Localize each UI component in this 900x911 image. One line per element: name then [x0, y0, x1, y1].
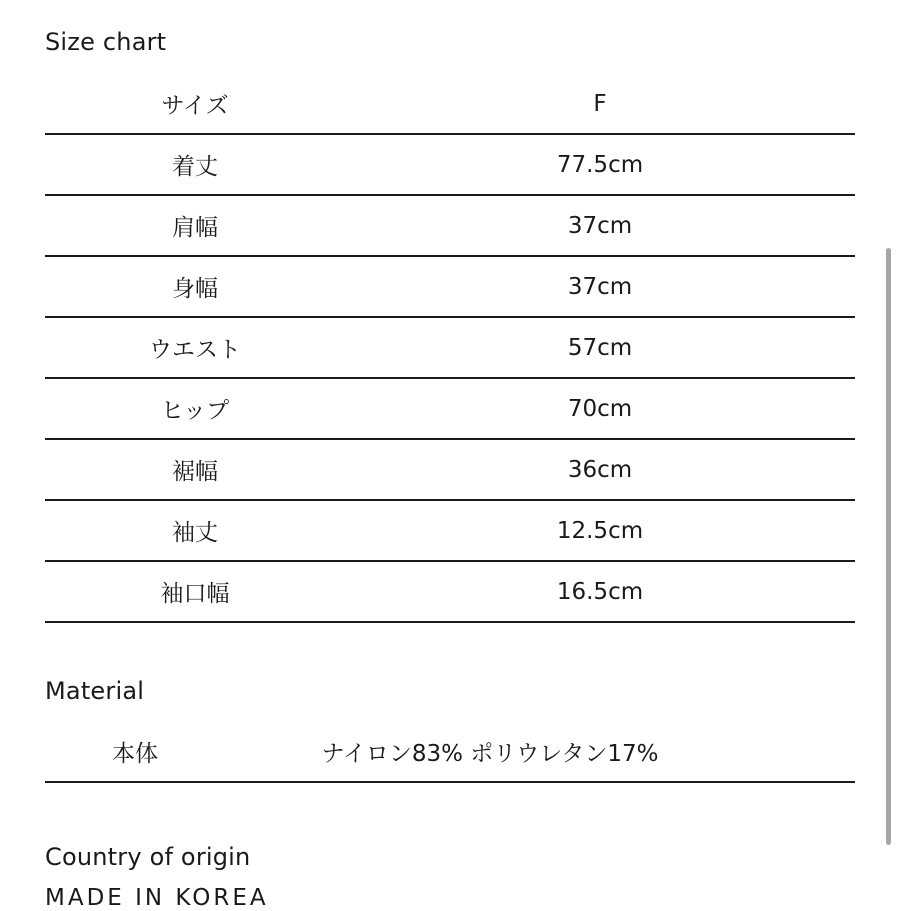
table-row — [45, 379, 855, 440]
table-row — [45, 562, 855, 623]
size-row-value: 77.5cm — [556, 151, 644, 178]
size-header-value: F — [593, 90, 607, 117]
size-row-value: 16.5cm — [556, 578, 644, 605]
size-row-value: 37cm — [567, 273, 633, 300]
table-row — [45, 196, 855, 257]
size-chart-table — [45, 74, 855, 623]
material-row-label: 本体 — [112, 741, 158, 767]
size-chart-heading: Size chart — [45, 28, 167, 56]
country-of-origin-value: MADE IN KOREA — [45, 885, 269, 911]
size-row-label: ウエスト — [149, 337, 241, 363]
size-row-value: 37cm — [567, 212, 633, 239]
size-row-value: 70cm — [567, 395, 633, 422]
size-header-label: サイズ — [161, 93, 229, 119]
size-row-label: ヒップ — [160, 398, 230, 424]
table-row — [45, 722, 855, 783]
size-row-value: 57cm — [567, 334, 633, 361]
country-of-origin-heading: Country of origin — [45, 843, 251, 871]
table-row — [45, 135, 855, 196]
table-row — [45, 440, 855, 501]
material-table — [45, 722, 855, 783]
size-table-header-row — [45, 74, 855, 135]
vertical-scrollbar[interactable] — [886, 248, 891, 845]
size-row-label: 身幅 — [172, 276, 218, 302]
size-row-label: 袖口幅 — [160, 581, 230, 607]
material-row-value: ナイロン83% ポリウレタン17% — [321, 741, 659, 767]
size-row-label: 裾幅 — [172, 459, 218, 485]
size-row-label: 着丈 — [172, 154, 218, 180]
size-row-value: 12.5cm — [556, 517, 644, 544]
size-row-label: 肩幅 — [172, 215, 218, 241]
size-row-label: 袖丈 — [172, 520, 218, 546]
table-row — [45, 501, 855, 562]
material-heading: Material — [45, 677, 145, 705]
table-row — [45, 257, 855, 318]
table-row — [45, 318, 855, 379]
size-row-value: 36cm — [567, 456, 633, 483]
